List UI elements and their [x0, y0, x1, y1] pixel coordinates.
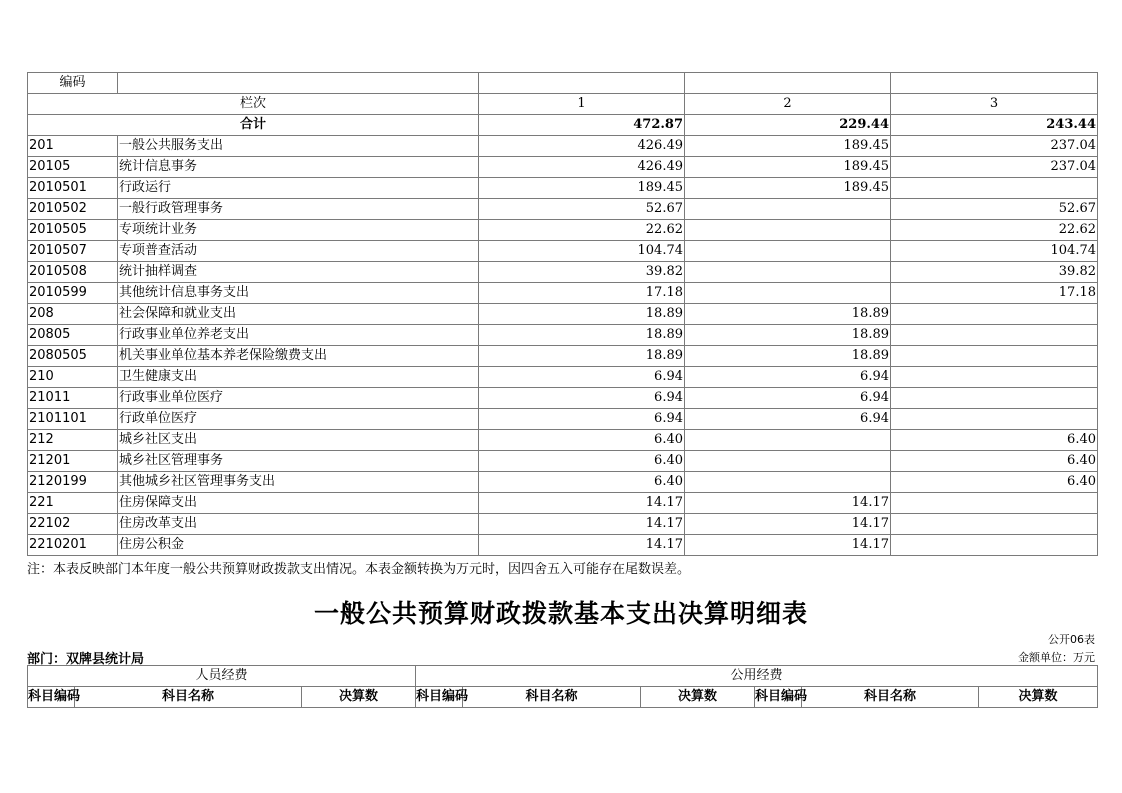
row-name: 统计信息事务 [118, 157, 479, 178]
row-col2 [685, 262, 891, 283]
table-row [28, 241, 1098, 262]
col-name-header: 科目名称 [802, 687, 979, 708]
row-code: 210 [28, 367, 118, 388]
table-row [28, 535, 1098, 556]
row-col3 [891, 514, 1098, 535]
row-name: 卫生健康支出 [118, 367, 479, 388]
row-col2 [685, 451, 891, 472]
row-col3 [891, 178, 1098, 199]
row-col1: 39.82 [479, 262, 685, 283]
row-col1: 6.40 [479, 430, 685, 451]
row-col3 [891, 535, 1098, 556]
col-code-header: 科目编码 [416, 687, 463, 708]
row-code: 208 [28, 304, 118, 325]
row-col3: 237.04 [891, 136, 1098, 157]
row-code: 2210201 [28, 535, 118, 556]
row-code: 2010507 [28, 241, 118, 262]
row-col3: 104.74 [891, 241, 1098, 262]
row-code: 2010599 [28, 283, 118, 304]
row-col2: 18.89 [685, 304, 891, 325]
row-col2: 6.94 [685, 367, 891, 388]
row-col2: 189.45 [685, 178, 891, 199]
code-header-row [28, 73, 1098, 94]
row-name: 社会保障和就业支出 [118, 304, 479, 325]
table-row [28, 262, 1098, 283]
row-name: 住房公积金 [118, 535, 479, 556]
row-code: 2010502 [28, 199, 118, 220]
row-name: 其他城乡社区管理事务支出 [118, 472, 479, 493]
row-col1: 18.89 [479, 346, 685, 367]
row-name: 城乡社区支出 [118, 430, 479, 451]
department-label: 部门：双牌县统计局 [27, 652, 145, 667]
row-col1: 426.49 [479, 136, 685, 157]
row-col2 [685, 220, 891, 241]
row-name: 行政事业单位养老支出 [118, 325, 479, 346]
expenditure-table [27, 72, 1098, 556]
row-col2: 189.45 [685, 157, 891, 178]
row-name: 一般行政管理事务 [118, 199, 479, 220]
row-col2: 18.89 [685, 325, 891, 346]
row-col1: 14.17 [479, 514, 685, 535]
page-title: 一般公共预算财政拨款基本支出决算明细表 [313, 599, 808, 628]
row-col1: 14.17 [479, 493, 685, 514]
table-row [28, 283, 1098, 304]
col-amount-header: 决算数 [641, 687, 755, 708]
col-code-header: 科目编码 [28, 687, 75, 708]
table-row [28, 409, 1098, 430]
row-col2: 14.17 [685, 514, 891, 535]
row-code: 20805 [28, 325, 118, 346]
column-number-2: 2 [685, 94, 891, 115]
column-label-cell: 栏次 [28, 94, 479, 115]
row-col2 [685, 430, 891, 451]
total-label: 合计 [28, 115, 479, 136]
row-col3: 6.40 [891, 451, 1098, 472]
row-col1: 18.89 [479, 325, 685, 346]
column-number-1: 1 [479, 94, 685, 115]
table-note: 注：本表反映部门本年度一般公共预算财政拨款支出情况。本表金额转换为万元时，因四舍五入可能存在尾数误差。 [27, 562, 691, 577]
row-col2: 18.89 [685, 346, 891, 367]
col-name-header: 科目名称 [75, 687, 302, 708]
row-code: 2010505 [28, 220, 118, 241]
row-name: 专项普查活动 [118, 241, 479, 262]
row-name: 一般公共服务支出 [118, 136, 479, 157]
code-header-cell: 编码 [28, 73, 118, 94]
row-name: 行政事业单位医疗 [118, 388, 479, 409]
group-public-header: 公用经费 [416, 666, 1098, 687]
table-row [28, 178, 1098, 199]
table-row [28, 367, 1098, 388]
table-row [28, 325, 1098, 346]
row-col3 [891, 409, 1098, 430]
row-col2 [685, 283, 891, 304]
col-code-header: 科目编码 [755, 687, 802, 708]
table-row [28, 346, 1098, 367]
table-row [28, 220, 1098, 241]
row-col1: 6.94 [479, 388, 685, 409]
row-code: 212 [28, 430, 118, 451]
row-name: 行政运行 [118, 178, 479, 199]
table-row [28, 136, 1098, 157]
row-code: 2120199 [28, 472, 118, 493]
group-header-row [28, 666, 1098, 687]
table-row [28, 451, 1098, 472]
row-name: 行政单位医疗 [118, 409, 479, 430]
row-code: 21201 [28, 451, 118, 472]
basic-expenditure-table-wrapper [27, 665, 1097, 707]
row-col2: 6.94 [685, 409, 891, 430]
row-col3: 237.04 [891, 157, 1098, 178]
row-col3: 52.67 [891, 199, 1098, 220]
table-row [28, 493, 1098, 514]
table-row [28, 157, 1098, 178]
row-code: 20105 [28, 157, 118, 178]
row-name: 住房保障支出 [118, 493, 479, 514]
group-personnel-header: 人员经费 [28, 666, 416, 687]
row-col1: 17.18 [479, 283, 685, 304]
table-row [28, 514, 1098, 535]
row-col2 [685, 472, 891, 493]
amount-unit-label: 金额单位：万元 [1018, 651, 1095, 664]
row-col3 [891, 304, 1098, 325]
row-name: 机关事业单位基本养老保险缴费支出 [118, 346, 479, 367]
row-name: 其他统计信息事务支出 [118, 283, 479, 304]
row-col1: 52.67 [479, 199, 685, 220]
row-code: 2080505 [28, 346, 118, 367]
table-row [28, 304, 1098, 325]
table-row [28, 430, 1098, 451]
row-col3: 6.40 [891, 472, 1098, 493]
row-col3: 6.40 [891, 430, 1098, 451]
row-col2: 14.17 [685, 535, 891, 556]
row-col3 [891, 493, 1098, 514]
column-header-row [28, 687, 1098, 708]
row-code: 2010501 [28, 178, 118, 199]
row-name: 专项统计业务 [118, 220, 479, 241]
row-col1: 18.89 [479, 304, 685, 325]
row-name: 住房改革支出 [118, 514, 479, 535]
column-number-row [28, 94, 1098, 115]
row-code: 2101101 [28, 409, 118, 430]
total-col3: 243.44 [891, 115, 1098, 136]
row-col2: 6.94 [685, 388, 891, 409]
row-col1: 104.74 [479, 241, 685, 262]
row-col2 [685, 241, 891, 262]
col-name-header: 科目名称 [463, 687, 641, 708]
total-col2: 229.44 [685, 115, 891, 136]
row-name: 统计抽样调查 [118, 262, 479, 283]
table-row [28, 199, 1098, 220]
row-code: 221 [28, 493, 118, 514]
row-col1: 426.49 [479, 157, 685, 178]
row-col3 [891, 388, 1098, 409]
basic-expenditure-table [27, 665, 1098, 708]
row-name: 城乡社区管理事务 [118, 451, 479, 472]
row-code: 201 [28, 136, 118, 157]
form-code: 公开06表 [1048, 633, 1095, 646]
row-col2: 14.17 [685, 493, 891, 514]
row-col1: 14.17 [479, 535, 685, 556]
row-col1: 6.40 [479, 472, 685, 493]
column-number-3: 3 [891, 94, 1098, 115]
row-col3 [891, 346, 1098, 367]
row-col3: 39.82 [891, 262, 1098, 283]
row-col3 [891, 367, 1098, 388]
total-col1: 472.87 [479, 115, 685, 136]
row-col1: 6.94 [479, 409, 685, 430]
row-col1: 6.94 [479, 367, 685, 388]
total-row [28, 115, 1098, 136]
row-col2: 189.45 [685, 136, 891, 157]
row-col1: 22.62 [479, 220, 685, 241]
row-col3 [891, 325, 1098, 346]
table-row [28, 388, 1098, 409]
row-col1: 6.40 [479, 451, 685, 472]
row-code: 22102 [28, 514, 118, 535]
row-col1: 189.45 [479, 178, 685, 199]
col-amount-header: 决算数 [979, 687, 1098, 708]
table-row [28, 472, 1098, 493]
row-col3: 22.62 [891, 220, 1098, 241]
row-col2 [685, 199, 891, 220]
row-col3: 17.18 [891, 283, 1098, 304]
col-amount-header: 决算数 [302, 687, 416, 708]
row-code: 21011 [28, 388, 118, 409]
row-code: 2010508 [28, 262, 118, 283]
